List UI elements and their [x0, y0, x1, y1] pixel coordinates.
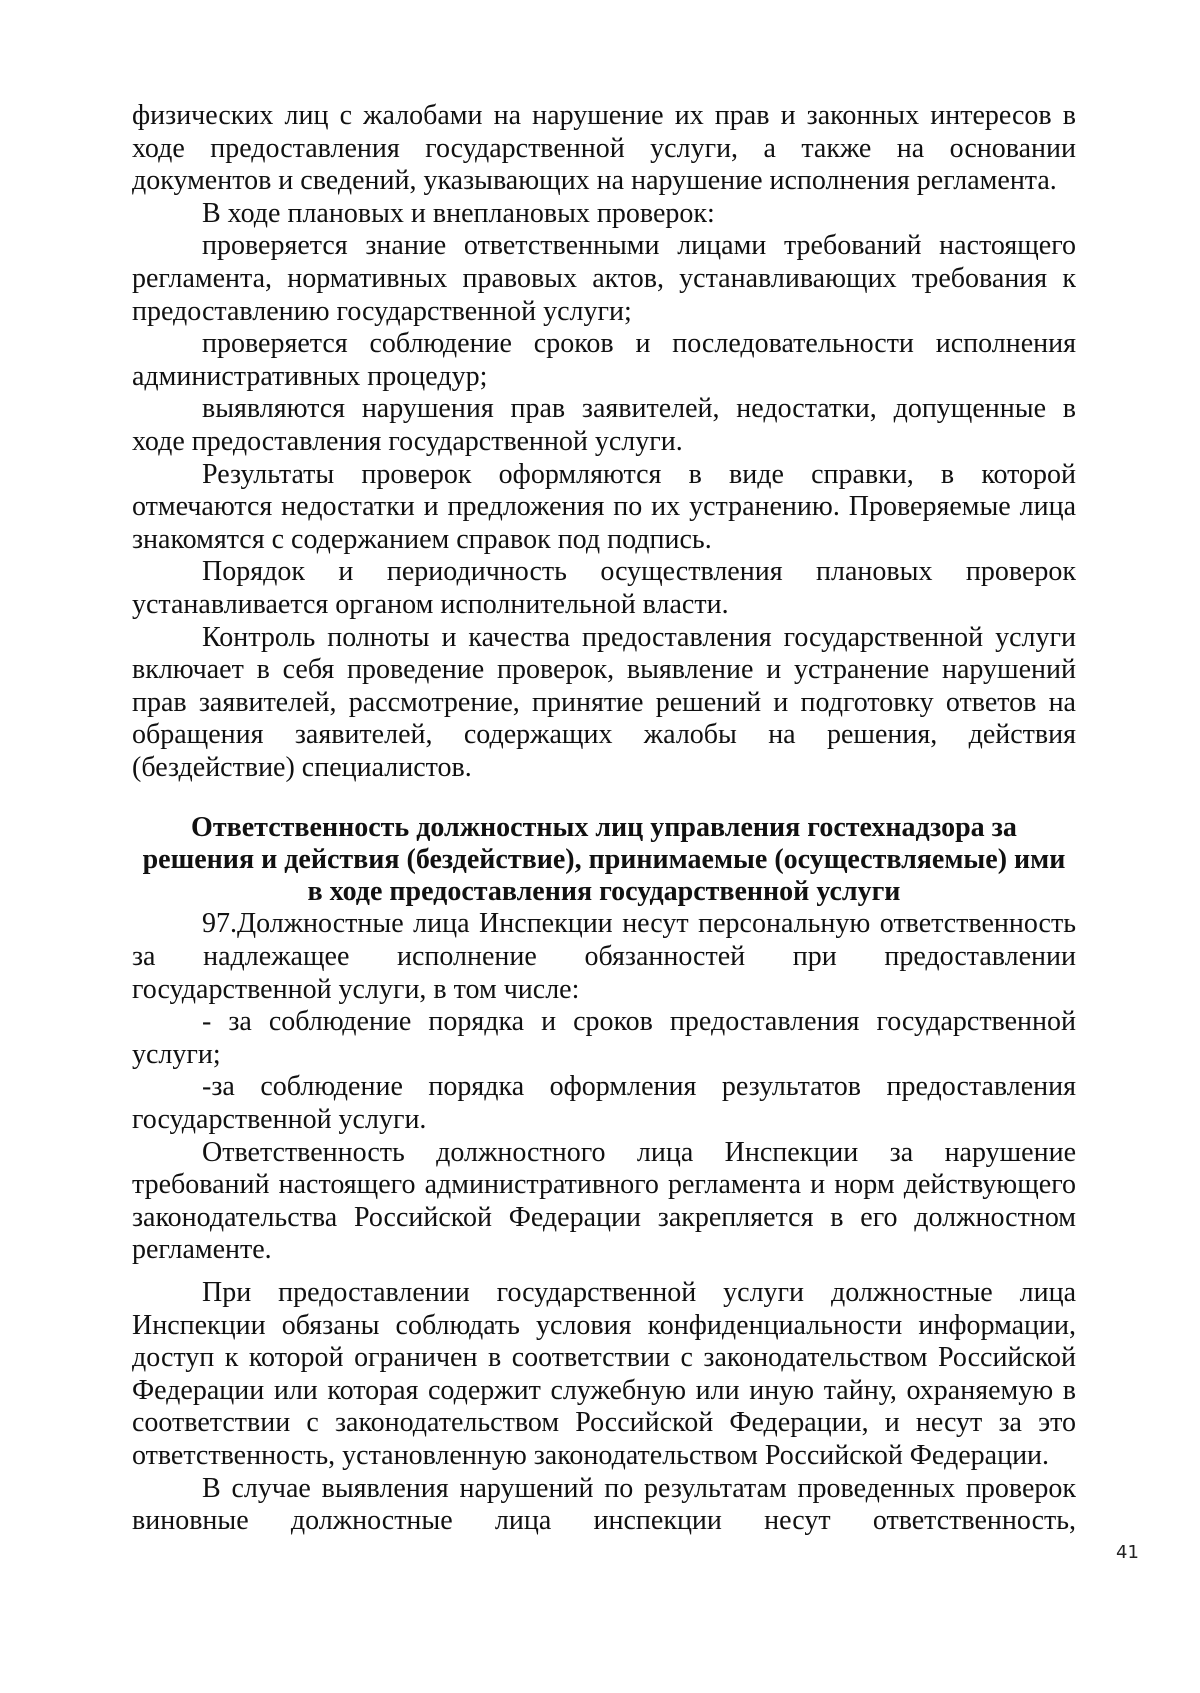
paragraph-check-deadlines: проверяется соблюдение сроков и последовательности исполнения административных процедур; [132, 328, 1076, 392]
paragraph-quality-control: Контроль полноты и качества предоставления государственной услуги включает в себя проведение проверок, выявление и устранение нарушений прав заявителей, рассмотрение, принятие решений и подготовку ответов на обращения заявителей, содержащих жалобы на решения, действия (бездействие) специалистов. [132, 621, 1076, 783]
section-heading-line-1: Ответственность должностных лиц управления гостехнадзора за [191, 812, 1017, 844]
page-number: 41 [1116, 1542, 1139, 1563]
document-body [132, 100, 1076, 1538]
paragraph-responsibility-deadlines: - за соблюдение порядка и сроков предоставления государственной услуги; [132, 1006, 1076, 1070]
paragraph-97-responsibility: 97.Должностные лица Инспекции несут персональную ответственность за надлежащее исполнение обязанностей при предоставлении государственной услуги, в том числе: [132, 908, 1076, 1005]
paragraph-official-responsibility: Ответственность должностного лица Инспекции за нарушение требований настоящего административного регламента и норм действующего законодательства Российской Федерации закрепляется в его должностном регламенте. [132, 1136, 1076, 1266]
paragraph-inspection-results: Результаты проверок оформляются в виде справки, в которой отмечаются недостатки и предложения по их устранению. Проверяемые лица знакомятся с содержанием справок под подпись. [132, 458, 1076, 555]
paragraph-continuation: физических лиц с жалобами на нарушение их прав и законных интересов в ходе предоставления государственной услуги, а также на основании документов и сведений, указывающих на нарушение исполнения регламента. [132, 100, 1076, 197]
section-heading-line-2: решения и действия (бездействие), принимаемые (осуществляемые) ими [142, 844, 1066, 876]
paragraph-responsibility-results: -за соблюдение порядка оформления результатов предоставления государственной услуги. [132, 1071, 1076, 1136]
paragraph-confidentiality: При предоставлении государственной услуги должностные лица Инспекции обязаны соблюдать условия конфиденциальности информации, доступ к которой ограничен в соответствии с законодательством Российской Федерации или которая содержит служебную или иную тайну, охраняемую в соответствии с законодательством Российской Федерации, и несут за это ответственность, установленную законодательством Российской Федерации. [132, 1277, 1076, 1471]
paragraph-inspection-order: Порядок и периодичность осуществления плановых проверок устанавливается органом исполнительной власти. [132, 556, 1076, 620]
paragraph-check-knowledge: проверяется знание ответственными лицами требований настоящего регламента, нормативных правовых актов, устанавливающих требования к предоставлению государственной услуги; [132, 230, 1076, 327]
paragraph-violations-liability: В случае выявления нарушений по результатам проведенных проверок виновные должностные лица инспекции несут ответственность, [132, 1472, 1076, 1537]
section-heading-line-3: в ходе предоставления государственной услуги [307, 876, 901, 908]
section-heading [132, 812, 1076, 908]
paragraph-violations-found: выявляются нарушения прав заявителей, недостатки, допущенные в ходе предоставления государственной услуги. [132, 393, 1076, 457]
paragraph-inspections-intro: В ходе плановых и внеплановых проверок: [202, 197, 715, 229]
